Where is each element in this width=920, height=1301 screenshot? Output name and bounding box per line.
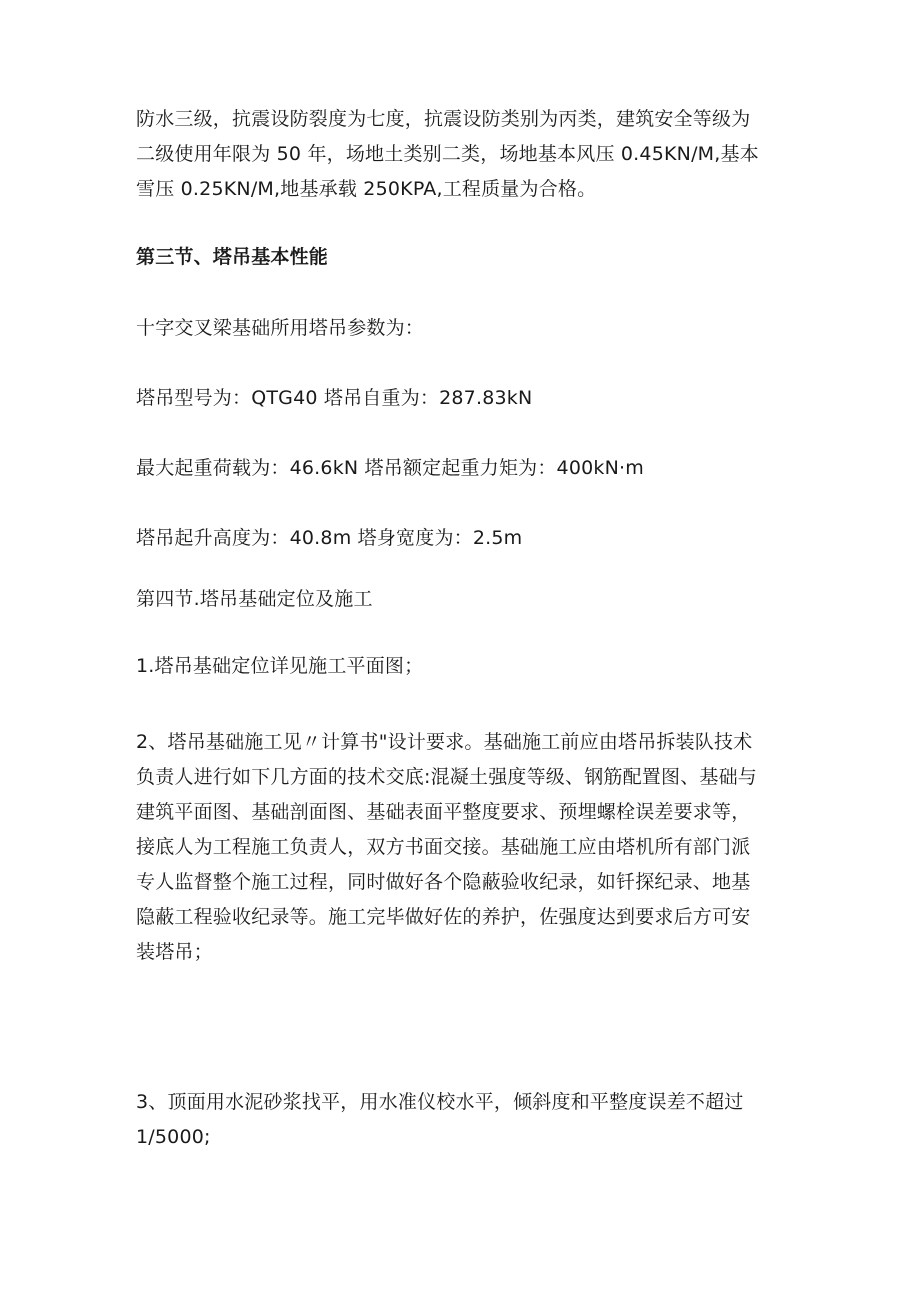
text-line: 建筑平面图、基础剖面图、基础表面平整度要求、预埋螺栓误差要求等， [136, 801, 751, 823]
paragraph-crane-params-intro [136, 311, 796, 346]
paragraph-crane-model [136, 381, 796, 416]
paragraph-lift-height [136, 521, 796, 556]
section-heading-4 [136, 582, 796, 617]
heading-text: 第四节.塔吊基础定位及施工 [136, 588, 373, 610]
text-line: 二级使用年限为 50 年，场地土类别二类，场地基本风压 0.45KN/M,基本 [136, 143, 759, 165]
text-line: 2、塔吊基础施工见〃计算书"设计要求。基础施工前应由塔吊拆装队技术 [136, 731, 753, 753]
heading-text: 第三节、塔吊基本性能 [136, 246, 329, 268]
paragraph-max-load [136, 451, 796, 486]
text-line: 负责人进行如下几方面的技术交底:混凝土强度等级、钢筋配置图、基础与 [136, 766, 758, 788]
text-line: 1.塔吊基础定位详见施工平面图； [136, 655, 424, 677]
text-line: 防水三级，抗震设防裂度为七度，抗震设防类别为丙类，建筑安全等级为 [136, 108, 751, 130]
text-line: 塔吊起升高度为：40.8m 塔身宽度为：2.5m [136, 527, 523, 549]
text-line: 装塔吊； [136, 941, 213, 963]
text-line: 雪压 0.25KN/M,地基承载 250KPA,工程质量为合格。 [136, 178, 597, 200]
paragraph-item-3 [136, 1085, 796, 1155]
text-line: 1/5000; [136, 1126, 211, 1148]
text-line: 最大起重荷载为：46.6kN 塔吊额定起重力矩为：400kN·m [136, 457, 644, 479]
paragraph-site-conditions [136, 102, 796, 207]
paragraph-item-2 [136, 725, 796, 970]
text-line: 十字交叉梁基础所用塔吊参数为： [136, 317, 425, 339]
text-line: 接底人为工程施工负责人，双方书面交接。基础施工应由塔机所有部门派 [136, 836, 751, 858]
text-line: 专人监督整个施工过程，同时做好各个隐蔽验收纪录，如钎探纪录、地基 [136, 871, 751, 893]
section-heading-3 [136, 240, 796, 275]
text-line: 隐蔽工程验收纪录等。施工完毕做好佐的养护，佐强度达到要求后方可安 [136, 906, 751, 928]
paragraph-item-1 [136, 649, 796, 684]
text-line: 3、顶面用水泥砂浆找平，用水准仪校水平，倾斜度和平整度误差不超过 [136, 1091, 744, 1113]
text-line: 塔吊型号为：QTG40 塔吊自重为：287.83kN [136, 387, 533, 409]
